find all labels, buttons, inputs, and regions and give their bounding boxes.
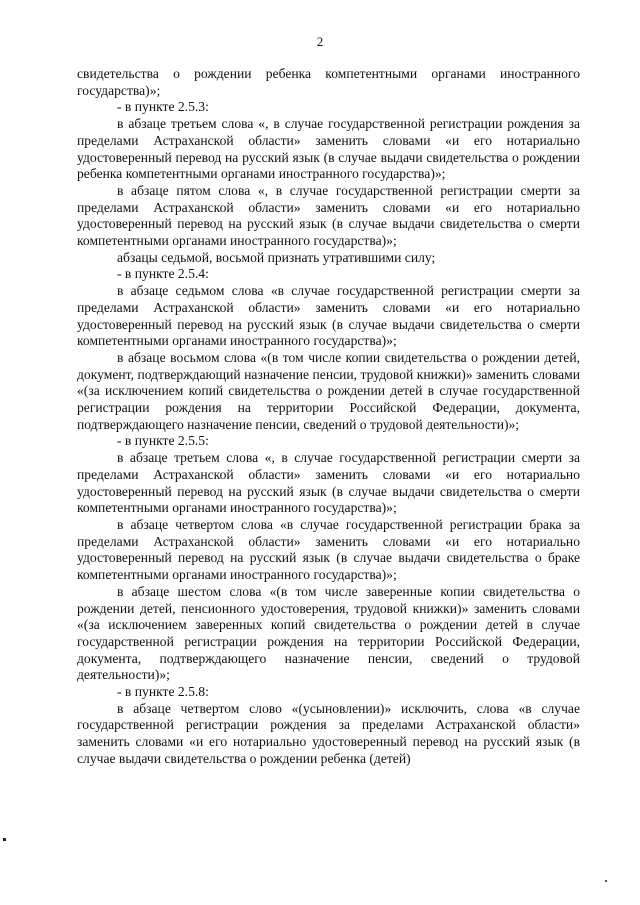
paragraph: в абзаце седьмом слова «в случае государственной регистрации смерти за пределами Астраханской области» заменить словами «и его нотариально удостоверенный перевод на русский язык (в случае выдачи свидетельства о смерти компетентными органами иностранного государства)»; (77, 283, 580, 349)
paragraph: в абзаце четвертом слова «в случае государственной регистрации брака за пределами Астраханской области» заменить словами «и его нотариально удостоверенный перевод на русский язык (в случае выдачи свидетельства о браке компетентными органами иностранного государства)»; (77, 516, 580, 583)
paragraph: в абзаце третьем слова «, в случае государственной регистрации смерти за пределами Астраханской области» заменить словами «и его нотариально удостоверенный перевод на русский язык (в случае выдачи свидетельства о смерти компетентными органами иностранного государства)»; (77, 450, 580, 516)
subitem-heading: - в пункте 2.5.3: (117, 99, 209, 115)
paragraph: в абзаце четвертом слово «(усыновлении)» исключить, слова «в случае государственной регистрации рождения за пределами Астраханской области» заменить словами «и его нотариально удостоверенный перевод на русский язык (в случае выдачи свидетельства о рождении ребенка (детей) (77, 700, 580, 766)
document-body (77, 66, 580, 768)
scan-artifact (605, 880, 607, 882)
page-number: 2 (316, 34, 324, 49)
paragraph: в абзаце шестом слова «(в том числе заверенные копии свидетельства о рождении детей, пенсионного удостоверения, трудовой книжки)» заменить словами «(за исключением заверенных копий свидетельства о рождении детей в случае государственной регистрации рождения на территории Российской Федерации, документа, подтверждающего назначение пенсии, сведений о трудовой деятельности)»; (77, 583, 580, 683)
paragraph: свидетельства о рождении ребенка компетентными органами иностранного государства)»; (77, 66, 580, 98)
scan-artifact (3, 838, 6, 841)
paragraph: в абзаце третьем слова «, в случае государственной регистрации рождения за пределами Астраханской области» заменить словами «и его нотариально удостоверенный перевод на русский язык (в случае выдачи свидетельства о рождении ребенка компетентными органами иностранного государства)»; (77, 116, 580, 182)
subitem-heading: - в пункте 2.5.5: (117, 433, 209, 449)
paragraph: в абзаце восьмом слова «(в том числе копии свидетельства о рождении детей, документ, подтверждающий назначение пенсии, трудовой книжки)» заменить словами «(за исключением копий свидетельства о рождении детей в случае государственной регистрации рождения на территории Российской Федерации, документа, подтверждающего назначение пенсии, сведений о трудовой деятельности)»; (77, 349, 580, 432)
subitem-heading: - в пункте 2.5.8: (117, 684, 209, 700)
paragraph: абзацы седьмой, восьмой признать утратившими силу; (117, 249, 436, 265)
paragraph: в абзаце пятом слова «, в случае государственной регистрации смерти за пределами Астраханской области» заменить словами «и его нотариально удостоверенный перевод на русский язык (в случае выдачи свидетельства о смерти компетентными органами иностранного государства)»; (77, 182, 580, 249)
subitem-heading: - в пункте 2.5.4: (117, 266, 209, 282)
